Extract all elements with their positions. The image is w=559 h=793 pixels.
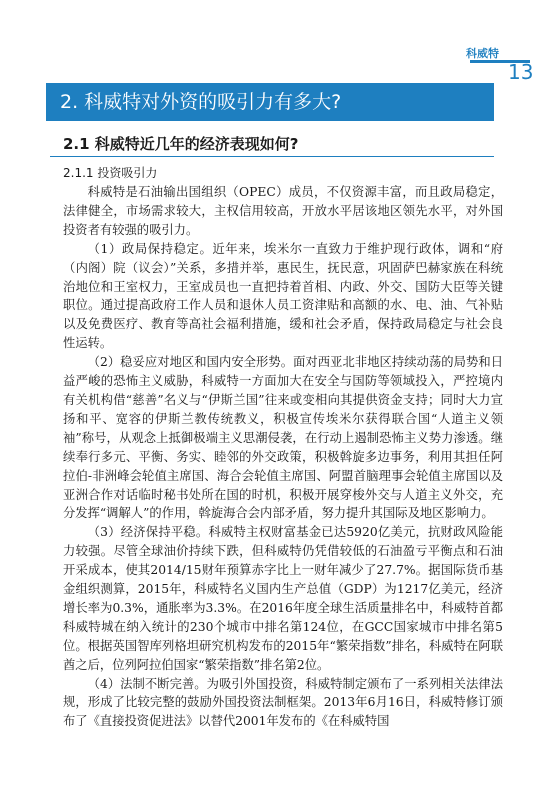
- section-title: 2.1 科威特近几年的经济表现如何?: [63, 135, 299, 153]
- body-text: [63, 183, 503, 731]
- page-number: 13: [508, 60, 534, 84]
- paragraph-political-stability: （1）政局保持稳定。近年来，埃米尔一直致力于维护现行政体，调和“府（内阁）院（议会）”关系，多措并举，惠民生，抚民意，巩固萨巴赫家族在科统治地位和王室权力，王室成员也一直把持着首相、内政、外交、国防大臣等关键职位。通过提高政府工作人员和退休人员工资津贴和高额的水、电、油、气补贴以及免费医疗、教育等高社会福利措施，缓和社会矛盾，保持政局稳定与社会良性运转。: [63, 241, 503, 351]
- paragraph-legal: （4）法制不断完善。为吸引外国投资，科威特制定颁布了一系列相关法律法规，形成了比较完整的鼓励外国投资法制框架。2013年6月16日，科威特修订颁布了《直接投资促进法》以替代2001年发布的《在科威特国: [63, 676, 503, 729]
- paragraph-security: （2）稳妥应对地区和国内安全形势。面对西亚北非地区持续动荡的局势和日益严峻的恐怖主义威胁，科威特一方面加大在安全与国防等领域投入，严控境内有关机构借“慈善”名义与“伊斯兰国”往来或变相向其提供资金支持；同时大力宣扬和平、宽容的伊斯兰教传统教义，积极宣传埃米尔获得联合国“人道主义领袖”称号，从观念上抵御极端主义思潮侵袭，在行动上遏制恐怖主义势力渗透。继续奉行多元、平衡、务实、睦邻的外交政策，积极斡旋多边事务，利用其担任阿拉伯-非洲峰会轮值主席国、海合会轮值主席国、阿盟首脑理事会轮值主席国以及亚洲合作对话临时秘书处所在国的时机，积极开展穿梭外交与人道主义外交，充分发挥“调解人”的作用，斡旋海合会内部矛盾，努力提升其国际及地区影响力。: [63, 355, 503, 521]
- paragraph-intro: 科威特是石油输出国组织（OPEC）成员，不仅资源丰富，而且政局稳定，法律健全，市场需求较大，主权信用较高，开放水平居该地区领先水平，对外国投资者有较强的吸引力。: [63, 185, 503, 237]
- section-rule: [50, 156, 494, 157]
- subsection-title: 2.1.1 投资吸引力: [63, 166, 158, 180]
- running-title: 科威特: [466, 47, 499, 60]
- paragraph-economy: （3）经济保持平稳。科威特主权财富基金已达5920亿美元，抗财政风险能力较强。尽管全球油价持续下跌，但科威特仍凭借较低的石油盈亏平衡点和石油开采成本，使其2014/15财年预算赤字比上一财年减少了27.7%。据国际货币基金组织测算，2015年，科威特名义国内生产总值（GDP）为1217亿美元，经济增长率为0.3%，通胀率为3.3%。在2016年度全球生活质量排名中，科威特首都科威特城在纳入统计的230个城市中排名第124位，在GCC国家城市中排名第5位。根据英国智库列格坦研究机构发布的2015年“繁荣指数”排名，科威特在阿联酋之后，位列阿拉伯国家“繁荣指数”排名第2位。: [63, 525, 503, 672]
- chapter-title: 2. 科威特对外资的吸引力有多大?: [46, 83, 494, 121]
